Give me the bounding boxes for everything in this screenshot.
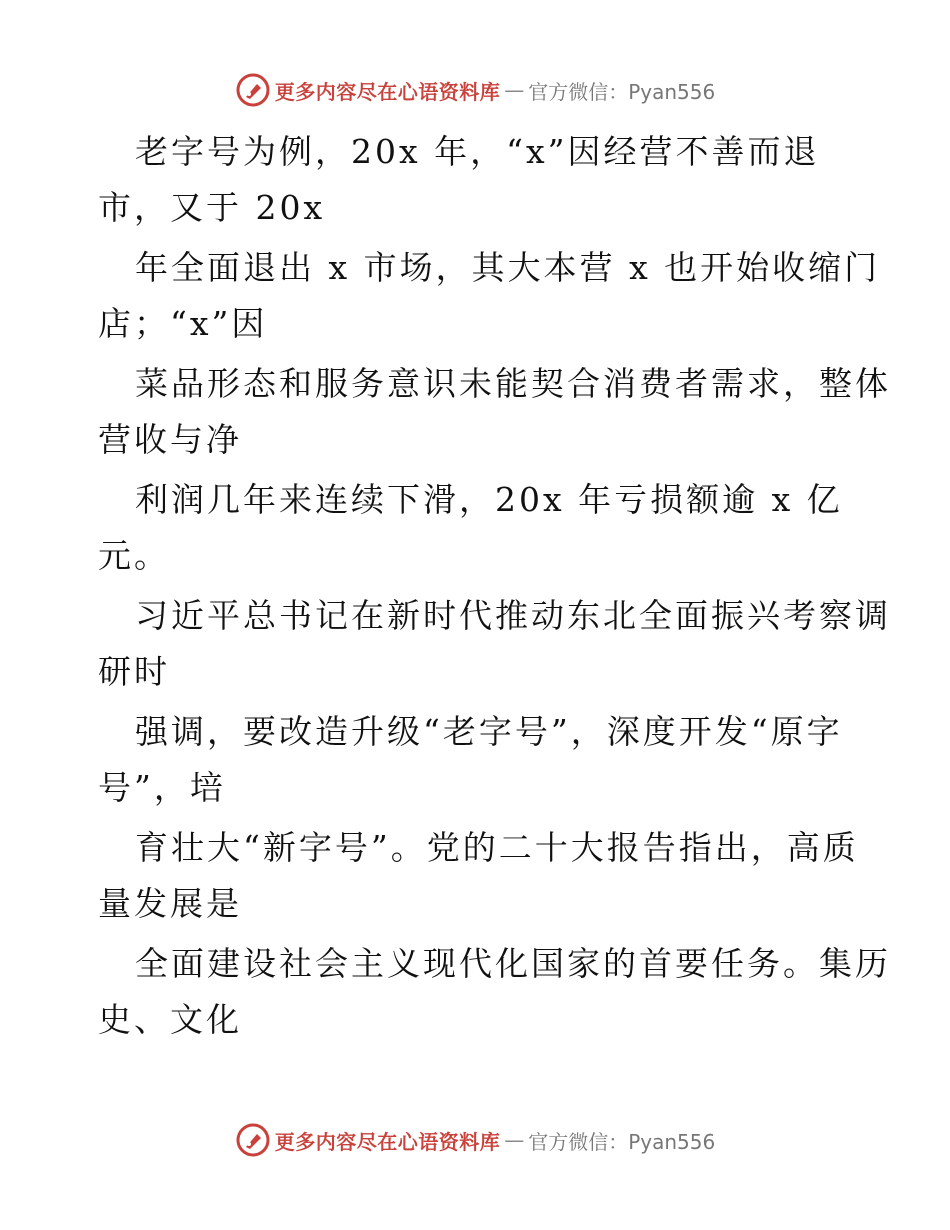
footer-banner: [0, 1120, 950, 1160]
body-line: 习近平总书记在新时代推动东北全面振兴考察调: [135, 596, 891, 635]
body-line: 育壮大“新字号”。党的二十大报告指出，高质: [135, 828, 859, 867]
header-brand-text: 更多内容尽在心语资料库: [274, 79, 501, 104]
footer-brand-text: 更多内容尽在心语资料库: [274, 1129, 501, 1154]
body-line: 营收与净: [98, 420, 242, 459]
body-line: 全面建设社会主义现代化国家的首要任务。集历: [135, 944, 891, 983]
body-line: 史、文化: [98, 1000, 242, 1039]
body-line: 店；“x”因: [98, 304, 268, 343]
body-line: 市，又于 20x: [98, 188, 326, 227]
header-banner: [0, 70, 950, 110]
body-line: 强调，要改造升级“老字号”，深度开发“原字: [135, 712, 843, 751]
body-line: 老字号为例，20x 年，“x”因经营不善而退: [135, 132, 820, 171]
body-line: 年全面退出 x 市场，其大本营 x 也开始收缩门: [135, 248, 881, 287]
body-line: 菜品形态和服务意识未能契合消费者需求，整体: [135, 364, 891, 403]
body-line: 研时: [98, 652, 170, 691]
footer-wechat-text: 官方微信：Pyan556: [528, 1129, 716, 1154]
pen-nib-logo-icon: [235, 1122, 271, 1158]
body-line: 量发展是: [98, 884, 242, 923]
body-line: 元。: [98, 536, 170, 575]
footer-dash: —: [504, 1128, 525, 1152]
body-line: 号”，培: [98, 768, 226, 807]
header-dash: —: [504, 78, 525, 102]
pen-nib-logo-icon: [235, 72, 271, 108]
header-wechat-text: 官方微信：Pyan556: [528, 79, 716, 104]
body-line: 利润几年来连续下滑，20x 年亏损额逾 x 亿: [135, 480, 843, 519]
